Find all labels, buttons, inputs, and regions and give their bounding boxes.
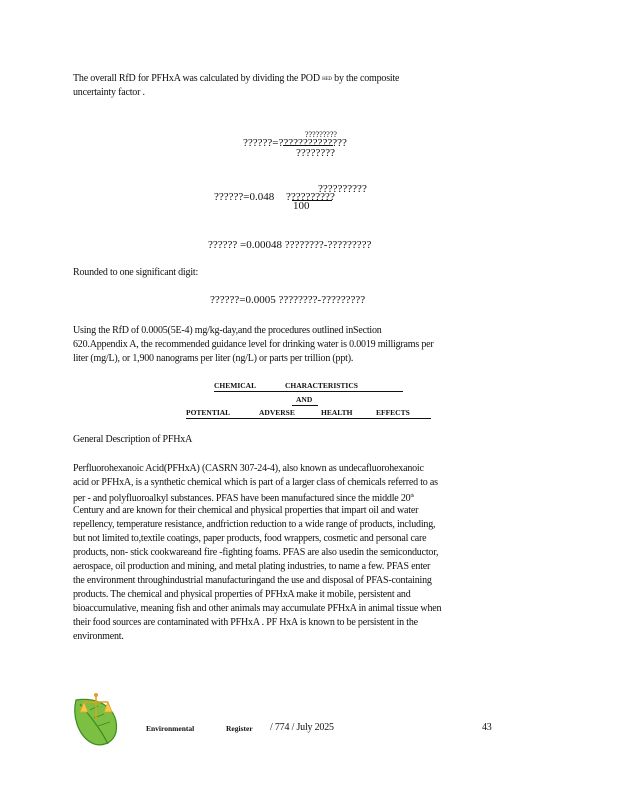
equation-2-numerator: ??????????	[318, 183, 367, 195]
body-line-6: but not limited to,textile coatings, paper products, food wrappers, cosmetic and personal care	[73, 533, 427, 544]
heading-and: AND	[296, 395, 313, 404]
body-line-4: Century and are known for their chemical and physical properties that impart oil and water	[73, 505, 419, 516]
body-line-13: environment.	[73, 631, 124, 642]
body-line-9: the environment throughindustrial manufacturingand the use and disposal of PFAS-containing	[73, 575, 432, 586]
heading-adverse: ADVERSE	[259, 408, 295, 417]
equation-1: ??????=??????????????	[243, 137, 347, 149]
using-line-1: Using the RfD of 0.0005(5E-4) mg/kg-day,and the procedures outlined inSection	[73, 325, 382, 336]
body-line-1: Perfluorohexanoic Acid(PFHxA) (CASRN 307-24-4), also known as undecafluorohexanoic	[73, 463, 424, 474]
using-line-2: 620.Appendix A, the recommended guidance level for drinking water is 0.0019 milligrams per	[73, 339, 434, 350]
equation-2-left: ??????=0.048	[214, 191, 275, 203]
footer-register: Register	[226, 724, 253, 733]
heading-effects: EFFECTS	[376, 408, 410, 417]
heading-health: HEALTH	[321, 408, 353, 417]
body-line-5: repellency, temperature resistance, andfriction reduction to a wide range of products, including,	[73, 519, 436, 530]
body-line-2: acid or PFHxA, is a synthetic chemical which is part of a larger class of chemicals referred to as	[73, 477, 438, 488]
using-line-3: liter (mg/L), or 1,900 nanograms per liter (ng/L) or parts per trillion (ppt).	[73, 353, 354, 364]
equation-2-denominator: 100	[293, 200, 310, 212]
heading-characteristics: CHARACTERISTICS	[285, 381, 358, 390]
footer-issue: / 774 / July 2025	[270, 722, 334, 733]
heading-underline-1	[214, 391, 403, 392]
footer-page-number: 43	[482, 722, 492, 733]
heading-potential: POTENTIAL	[186, 408, 231, 417]
footer-journal: Environmental	[146, 724, 195, 733]
intro-line-1-end: by the composite	[334, 73, 400, 84]
subheading: General Description of PFHxA	[73, 434, 193, 445]
equation-1-denominator: ????????	[296, 147, 336, 159]
heading-underline-3	[186, 418, 431, 419]
equation-3: ?????? =0.00048 ????????-?????????	[208, 239, 372, 251]
equation-2-fraction-top: ??????????	[286, 191, 335, 203]
intro-subscript: HED	[322, 77, 332, 82]
body-superscript: th	[410, 494, 414, 499]
intro-line-2: uncertainty factor .	[73, 87, 145, 98]
equation-4: ??????=0.0005 ????????-?????????	[210, 294, 366, 306]
rounded-text: Rounded to one significant digit:	[73, 267, 199, 278]
body-line-8: aerospace, oil production and mining, and metal plating industries, to name a few. PFAS enter	[73, 561, 431, 572]
intro-line-1	[73, 72, 399, 87]
heading-underline-2	[292, 405, 318, 406]
equation-1-fraction-bar	[283, 145, 333, 146]
intro-line-1-text: The overall RfD for PFHxA was calculated by dividing the POD	[73, 73, 320, 84]
heading-chemical: CHEMICAL	[214, 381, 257, 390]
body-line-12: their food sources are contaminated with PFHxA . PF HxA is known to be persistent in the	[73, 617, 418, 628]
equation-1-numerator: ?????????	[305, 130, 337, 139]
body-line-3-text: per - and polyfluoroalkyl substances. PFAS have been manufactured since the middle 20	[73, 493, 411, 504]
leaf-with-scales-logo	[70, 692, 122, 750]
body-line-10: products. The chemical and physical properties of PFHxA make it mobile, persistent and	[73, 589, 411, 600]
body-line-7: products, non- stick cookwareand fire -fighting foams. PFAS are also usedin the semiconductor,	[73, 547, 439, 558]
body-line-11: bioaccumulative, meaning fish and other animals may accumulate PFHxA in animal tissue when	[73, 603, 442, 614]
